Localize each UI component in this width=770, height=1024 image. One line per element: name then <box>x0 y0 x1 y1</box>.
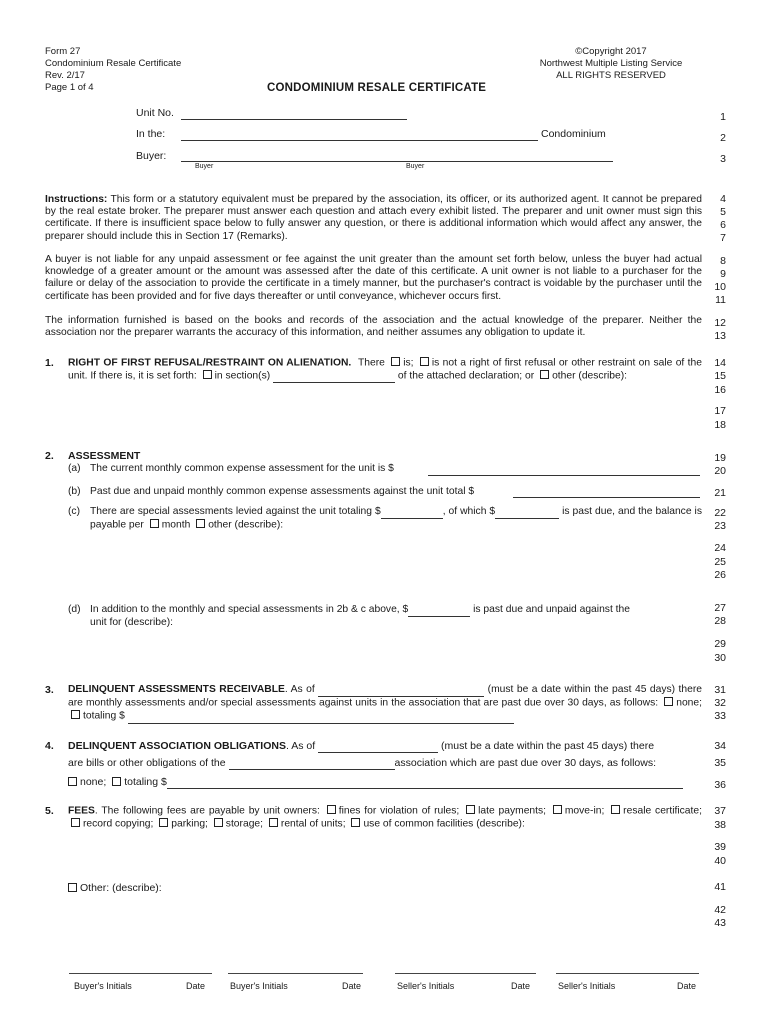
storage-label: storage; <box>225 818 264 830</box>
common-facilities-label: use of common facilities (describe): <box>363 818 525 830</box>
line-number: 21 <box>714 487 726 499</box>
section-2d-text: In addition to the monthly and special assessments in 2b & c above, $ <box>90 604 409 615</box>
unit-no-field[interactable] <box>181 119 407 120</box>
form-id-block <box>45 46 181 94</box>
resale-certificate-checkbox[interactable] <box>611 805 620 814</box>
none-checkbox-s3[interactable] <box>664 697 673 706</box>
is-option-label: is; <box>403 357 414 369</box>
page-title: CONDOMINIUM RESALE CERTIFICATE <box>267 82 487 94</box>
section-1-title: RIGHT OF FIRST REFUSAL/RESTRAINT ON ALIENATION. <box>68 357 352 369</box>
other-describe-label-s5: Other: (describe): <box>80 882 162 894</box>
date-label-3: Date <box>511 981 531 991</box>
declaration-label: declaration; or <box>468 370 535 382</box>
buyer-initials-field-2[interactable] <box>228 973 363 974</box>
line-number: 11 <box>715 294 726 306</box>
sections-field[interactable] <box>273 370 395 383</box>
is-not-option-label: is not a right of first refusal or other <box>431 357 595 369</box>
special-past-due-field[interactable] <box>495 506 559 519</box>
section-4-line-2 <box>68 757 702 770</box>
line-number: 33 <box>714 710 726 722</box>
move-in-checkbox[interactable] <box>553 805 562 814</box>
obligations-date-field[interactable] <box>318 740 438 753</box>
record-copying-checkbox[interactable] <box>71 818 80 827</box>
rental-checkbox[interactable] <box>269 818 278 827</box>
none-checkbox-s4[interactable] <box>68 777 77 786</box>
line-number: 42 <box>714 904 726 916</box>
line-number: 17 <box>714 405 726 417</box>
buyer-field[interactable] <box>181 161 613 162</box>
line-number: 41 <box>714 881 726 893</box>
month-option-label: month <box>161 519 191 531</box>
line-number: 15 <box>714 370 726 382</box>
none-label-s3: none; <box>676 697 702 709</box>
line-number: 6 <box>720 219 726 231</box>
section-2d-text-2: is past due and unpaid against the <box>473 604 630 615</box>
section-4-line-3 <box>68 776 702 789</box>
organization: Northwest Multiple Listing Service <box>539 58 683 69</box>
section-2d-label: (d) <box>68 604 81 615</box>
other-checkbox-s2c[interactable] <box>196 519 205 528</box>
seller-initials-field-1[interactable] <box>395 973 536 974</box>
section-2b-text: Past due and unpaid monthly common expense assessments against the unit total $ <box>90 486 475 497</box>
line-number: 14 <box>714 357 726 369</box>
section-4-text-2: (must be a date within the past 45 days) there <box>441 740 655 752</box>
buyer-sublabel-2: Buyer <box>406 163 425 170</box>
section-2c-text-2: , of which $ <box>442 506 496 517</box>
is-not-checkbox[interactable] <box>420 357 429 366</box>
section-1-text-2: restraint on sale of the unit. If there is, it is set forth: <box>68 357 702 382</box>
line-number: 27 <box>714 602 726 614</box>
line-number: 34 <box>714 740 726 752</box>
resale-label: resale <box>623 805 652 817</box>
month-checkbox[interactable] <box>150 519 159 528</box>
line-number: 28 <box>714 615 726 627</box>
section-5-title: FEES <box>68 805 95 817</box>
line-number: 43 <box>714 917 726 929</box>
totaling-checkbox-s4[interactable] <box>112 777 121 786</box>
section-2d-text-3: unit for (describe): <box>90 617 173 629</box>
association-name-field[interactable] <box>229 757 395 770</box>
totaling-field-s3[interactable] <box>128 710 514 723</box>
copyright: ©Copyright 2017 <box>575 46 647 57</box>
section-4-line-1 <box>68 740 702 753</box>
section-2b-label: (b) <box>68 486 81 497</box>
date-label-2: Date <box>342 981 362 991</box>
line-number: 25 <box>714 556 726 568</box>
date-label-4: Date <box>677 981 697 991</box>
section-3-text-3: 45 days) there are monthly assessments and/or special assessments against units in the association that are past due <box>68 684 702 709</box>
rental-label: rental of units; <box>280 818 346 830</box>
section-2-number: 2. <box>45 450 54 462</box>
section-2a-label: (a) <box>68 463 81 474</box>
section-2-title: ASSESSMENT <box>68 450 141 462</box>
information-paragraph: The information furnished is based on the books and records of the association and the actual knowledge of the preparer. Neither the association nor the preparer warrants the accuracy of this information, and neither assumes any obligation to update it. <box>45 315 702 339</box>
move-in-label: move-in; <box>564 805 605 817</box>
section-2c-label: (c) <box>68 506 81 517</box>
line-number: 8 <box>720 255 726 267</box>
seller-initials-label-1: Seller's Initials <box>397 981 455 991</box>
sections-label: in section(s) <box>214 370 271 382</box>
form-name: Condominium Resale Certificate <box>45 58 182 69</box>
section-1-body <box>68 357 702 383</box>
section-5-other <box>68 882 162 894</box>
buyer-initials-label-2: Buyer's Initials <box>230 981 288 991</box>
section-2c-text: There are special assessments levied against the unit totaling $ <box>90 506 381 517</box>
section-5-number: 5. <box>45 805 54 817</box>
line-number: 7 <box>720 232 726 244</box>
instructions-paragraph <box>45 194 702 243</box>
line-number: 37 <box>714 805 726 817</box>
monthly-assessment-field[interactable] <box>428 475 700 476</box>
line-number: 36 <box>714 779 726 791</box>
page-indicator: Page 1 of 4 <box>45 82 94 93</box>
line-number: 30 <box>714 652 726 664</box>
line-number: 5 <box>720 206 726 218</box>
none-label-s4: none; <box>80 776 107 788</box>
line-number: 12 <box>714 317 726 329</box>
form-revision: Rev. 2/17 <box>45 70 85 81</box>
totaling-checkbox-s3[interactable] <box>71 710 80 719</box>
line-number: 10 <box>714 281 726 293</box>
rights-notice: ALL RIGHTS RESERVED <box>556 70 666 81</box>
buyer-initials-field-1[interactable] <box>69 973 212 974</box>
section-3-number: 3. <box>45 684 54 696</box>
section-1-text-3: of the attached <box>397 370 467 382</box>
line-number: 19 <box>714 452 726 464</box>
line-number: 35 <box>714 757 726 769</box>
line-number: 9 <box>720 268 726 280</box>
section-1-text: There <box>357 357 385 369</box>
section-3-text-4: over 30 days, as follows: <box>544 697 659 709</box>
line-number: 38 <box>714 819 726 831</box>
is-checkbox[interactable] <box>391 357 400 366</box>
section-3-title: DELINQUENT ASSESSMENTS RECEIVABLE <box>68 684 285 695</box>
line-number: 24 <box>714 542 726 554</box>
section-3-text-2: (must be a date within the past <box>487 684 632 695</box>
section-3-body <box>68 684 702 724</box>
seller-initials-label-2: Seller's Initials <box>558 981 616 991</box>
section-5-body <box>68 805 702 830</box>
line-number: 2 <box>720 132 726 144</box>
line-number: 13 <box>714 330 726 342</box>
buyer-liability-paragraph: A buyer is not liable for any unpaid assessment or fee against the unit greater than the amount set forth below, unless the buyer had actual knowledge of a greater amount or the amount was assessed after the date of this certificate. A unit owner is not liable to a purchaser for the failure or delay of the association to provide the certificate in a timely manner, but the purchaser's contract is voidable by the purchaser until the certificate has been provided and for five days thereafter or until conveyance, whichever occurs first. <box>45 254 702 302</box>
buyer-label: Buyer: <box>136 150 167 162</box>
line-number: 32 <box>714 697 726 709</box>
other-checkbox-s5[interactable] <box>68 883 77 892</box>
line-number: 29 <box>714 638 726 650</box>
totaling-field-s4[interactable] <box>167 776 683 789</box>
section-1-number: 1. <box>45 357 54 369</box>
unit-no-label: Unit No. <box>136 107 174 119</box>
line-number: 4 <box>720 193 726 205</box>
totaling-label-s4: totaling $ <box>124 776 167 788</box>
line-number: 22 <box>714 507 726 519</box>
section-3-text: . As of <box>284 684 315 695</box>
section-2c-text-3: is past due, and the <box>562 506 653 517</box>
storage-checkbox[interactable] <box>214 818 223 827</box>
line-number: 26 <box>714 569 726 581</box>
parking-checkbox[interactable] <box>159 818 168 827</box>
condominium-label: Condominium <box>541 128 606 140</box>
line-number: 39 <box>714 841 726 853</box>
fines-checkbox[interactable] <box>327 805 336 814</box>
buyer-sublabel-1: Buyer <box>195 163 214 170</box>
sections-checkbox[interactable] <box>203 370 212 379</box>
other-checkbox-s1[interactable] <box>540 370 549 379</box>
date-label-1: Date <box>186 981 206 991</box>
buyer-initials-label-1: Buyer's Initials <box>74 981 132 991</box>
section-4-text: . As of <box>285 740 316 752</box>
certificate-label: certificate; <box>655 805 702 817</box>
section-4-text-4: association which are past due over 30 days, as follows: <box>394 757 656 769</box>
late-payments-label: late payments; <box>478 805 547 817</box>
form-number: Form 27 <box>45 46 81 57</box>
section-4-title: DELINQUENT ASSOCIATION OBLIGATIONS <box>68 740 286 752</box>
common-facilities-checkbox[interactable] <box>351 818 360 827</box>
instructions-text: This form or a statutory equivalent must be prepared by the association, its officer, or its authorized agent. It cannot be prepared by the real estate broker. The preparer must answer each question and attach every exhibit listed. The preparer and unit owner must sign this certificate. If there is insufficient space below to fully answer any question, or there is additional information which would affect any answer, the preparer should include this in Section 17 (Remarks). <box>45 194 702 242</box>
section-2c-body <box>90 506 702 532</box>
copyright-block <box>520 46 702 82</box>
section-5-text: . The following fees are payable by unit owners: <box>94 805 320 817</box>
receivable-date-field[interactable] <box>318 684 484 697</box>
record-copying-label: record copying; <box>83 818 154 830</box>
line-number: 20 <box>714 465 726 477</box>
section-4-text-3: are bills or other obligations of the <box>68 757 226 769</box>
line-number: 3 <box>720 153 726 165</box>
special-assessment-total-field[interactable] <box>381 506 443 519</box>
section-2a-text: The current monthly common expense assessment for the unit is $ <box>90 463 394 474</box>
section-2d-body <box>90 604 702 629</box>
other-describe-label-s2c: other (describe): <box>208 519 284 531</box>
section-4-number: 4. <box>45 740 54 752</box>
seller-initials-field-2[interactable] <box>556 973 699 974</box>
line-number: 18 <box>714 419 726 431</box>
condominium-name-field[interactable] <box>181 140 538 141</box>
line-number: 40 <box>714 855 726 867</box>
additional-past-due-field[interactable] <box>408 604 470 617</box>
line-number: 1 <box>720 111 726 123</box>
section-2c-text-4: balance is payable per <box>90 506 702 531</box>
line-number: 23 <box>714 520 726 532</box>
totaling-label-s3: totaling $ <box>83 710 125 722</box>
past-due-total-field[interactable] <box>513 497 700 498</box>
fines-label: fines for violation of rules; <box>338 805 460 817</box>
in-the-label: In the: <box>136 128 166 140</box>
instructions-label: Instructions: <box>45 194 108 205</box>
line-number: 31 <box>714 684 726 696</box>
parking-label: parking; <box>171 818 208 830</box>
other-describe-label-s1: other (describe): <box>552 370 628 382</box>
line-number: 16 <box>714 384 726 396</box>
late-payments-checkbox[interactable] <box>466 805 475 814</box>
